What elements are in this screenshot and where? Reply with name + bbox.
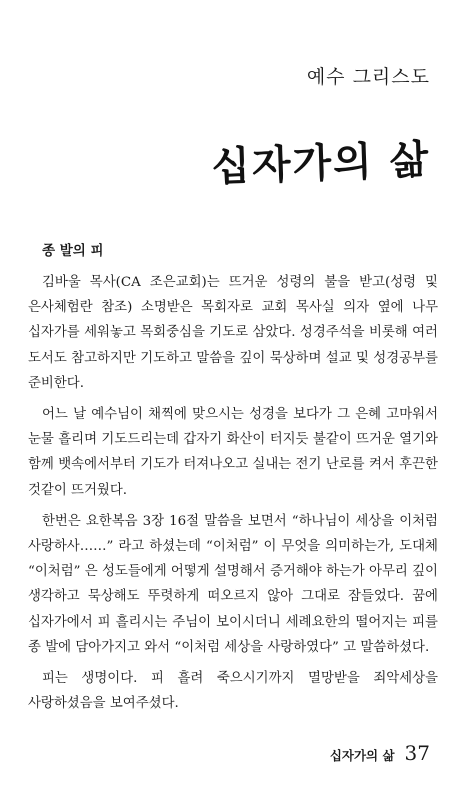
paragraph: 한번은 요한복음 3장 16절 말씀을 보면서 “하나님이 세상을 이처럼 사랑하사……” 라고 하셨는데 “이처럼” 이 무엇을 의미하는가, 도대체 “이처럼” 은 성도들에게 어떻게 설명해서 증거해야 하는가 아무리 깊이 생각하고 묵상해도 뚜렷하게 떠오르지 않아 그대로 잠들었다. 꿈에 십자가에서 피 흘리시는 주님이 보이시더니 세례요한의 떨어지는 피를 종 발에 담아가지고 와서 “이처럼 세상을 사랑하였다” 고 말씀하셨다. xyxy=(28,513,438,655)
subheading: 종 발의 피 xyxy=(42,243,104,259)
page-number: 37 xyxy=(404,741,430,765)
section-label: 예수 그리스도 xyxy=(306,66,430,88)
paragraph: 어느 날 예수님이 채찍에 맞으시는 성경을 보다가 그 은혜 고마워서 눈물 흘리며 기도드리는데 갑자기 화산이 터지듯 불같이 뜨거운 열기와 함께 뱃속에서부터 기도가 터져나오고 실내는 전기 난로를 켜서 후끈한 것같이 뜨거웠다. xyxy=(28,407,438,498)
running-title: 십자가의 삶 xyxy=(329,748,395,763)
paragraph: 김바울 목사(CA 조은교회)는 뜨거운 성령의 불을 받고(성령 및 은사체험란 참조) 소명받은 목회자로 교회 목사실 의자 옆에 나무 십자가를 세워놓고 목회중심을 기도로 삼았다. 성경주석을 비롯해 여러 도서도 참고하지만 기도하고 말씀을 깊이 묵상하며 설교 및 성경공부를 준비한다. xyxy=(28,275,438,391)
article-body xyxy=(28,240,438,716)
paragraph: 피는 생명이다. 피 흘려 죽으시기까지 멸망받을 죄악세상을 사랑하셨음을 보여주셨다. xyxy=(28,671,438,712)
page-footer xyxy=(330,741,430,765)
chapter-title: 십자가의 삶 xyxy=(210,137,431,191)
